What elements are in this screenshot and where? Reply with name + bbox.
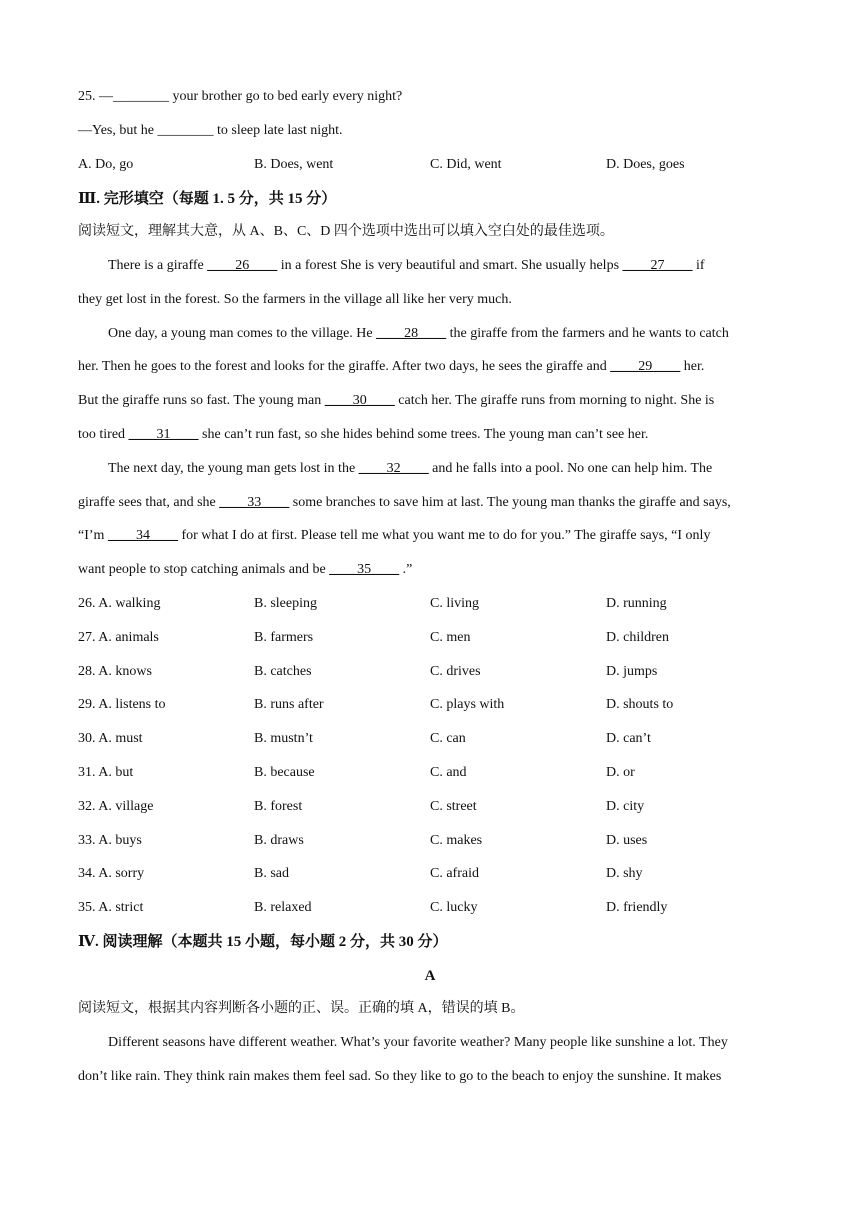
option-30-a: 30. A. must bbox=[78, 731, 143, 746]
option-28-c: C. drives bbox=[430, 664, 481, 679]
option-30-b: B. mustn’t bbox=[254, 731, 313, 746]
passage-line bbox=[108, 460, 712, 478]
section4-instruction: 阅读短文，根据其内容判断各小题的正、误。正确的填 A，错误的填 B。 bbox=[78, 1001, 525, 1016]
section3-instruction: 阅读短文，理解其大意，从 A、B、C、D 四个选项中选出可以填入空白处的最佳选项。 bbox=[78, 224, 614, 239]
option-35-b: B. relaxed bbox=[254, 900, 312, 915]
section3-heading: Ⅲ. 完形填空（每题 1. 5 分，共 15 分） bbox=[78, 191, 337, 207]
option-31-d: D. or bbox=[606, 765, 635, 780]
option-26-b: B. sleeping bbox=[254, 596, 317, 611]
option-30-d: D. can’t bbox=[606, 731, 651, 746]
option-29-b: B. runs after bbox=[254, 697, 324, 712]
passage-text: in a forest She is very beautiful and smart. She usually helps bbox=[277, 258, 623, 273]
option-34-c: C. afraid bbox=[430, 866, 479, 881]
passage-line bbox=[108, 325, 729, 343]
option-34-a: 34. A. sorry bbox=[78, 866, 145, 881]
option-26-a: 26. A. walking bbox=[78, 596, 161, 611]
q25-option-d: D. Does, goes bbox=[606, 157, 685, 172]
blank-26: ____26____ bbox=[207, 258, 278, 273]
passage-text: .” bbox=[399, 562, 413, 577]
option-27-c: C. men bbox=[430, 630, 471, 645]
passage-text: and he falls into a pool. No one can help him. The bbox=[428, 461, 713, 476]
option-34-b: B. sad bbox=[254, 866, 289, 881]
passage-text: There is a giraffe bbox=[108, 258, 208, 273]
option-28-a: 28. A. knows bbox=[78, 664, 152, 679]
option-27-b: B. farmers bbox=[254, 630, 314, 645]
option-31-b: B. because bbox=[254, 765, 315, 780]
option-32-a: 32. A. village bbox=[78, 799, 154, 814]
passage-line bbox=[78, 291, 512, 309]
option-33-d: D. uses bbox=[606, 833, 648, 848]
q25-option-a: A. Do, go bbox=[78, 157, 134, 172]
passage-text: want people to stop catching animals and be bbox=[78, 562, 330, 577]
blank-30: ____30____ bbox=[324, 393, 395, 408]
option-33-a: 33. A. buys bbox=[78, 833, 142, 848]
option-26-d: D. running bbox=[606, 596, 667, 611]
option-26-c: C. living bbox=[430, 596, 480, 611]
blank-29: ____29____ bbox=[610, 359, 681, 374]
passage-text: giraffe sees that, and she bbox=[78, 495, 220, 510]
option-29-a: 29. A. listens to bbox=[78, 697, 166, 712]
section4-part-label: A bbox=[424, 968, 436, 984]
option-30-c: C. can bbox=[430, 731, 466, 746]
blank-35: ____35____ bbox=[329, 562, 400, 577]
passage-text: catch her. The giraffe runs from morning to night. She is bbox=[394, 393, 715, 408]
passage-text: some branches to save him at last. The young man thanks the giraffe and says, bbox=[289, 495, 731, 510]
q25-option-c: C. Did, went bbox=[430, 157, 502, 172]
passage-text: her. bbox=[680, 359, 705, 374]
reading-passage-line: don’t like rain. They think rain makes them feel sad. So they like to go to the beach to enjoy the sunshine. It makes bbox=[78, 1069, 722, 1084]
option-31-c: C. and bbox=[430, 765, 467, 780]
passage-text: too tired bbox=[78, 427, 129, 442]
option-27-a: 27. A. animals bbox=[78, 630, 159, 645]
passage-text: her. Then he goes to the forest and looks for the giraffe. After two days, he sees the giraffe and bbox=[78, 359, 611, 374]
q25-option-b: B. Does, went bbox=[254, 157, 334, 172]
section4-heading: Ⅳ. 阅读理解（本题共 15 小题，每小题 2 分，共 30 分） bbox=[78, 934, 448, 950]
passage-text: The next day, the young man gets lost in the bbox=[108, 461, 359, 476]
blank-34: ____34____ bbox=[107, 528, 178, 543]
passage-line bbox=[78, 527, 710, 545]
passage-line bbox=[78, 494, 731, 512]
passage-text: for what I do at first. Please tell me what you want me to do for you.” The giraffe says, “I only bbox=[177, 528, 711, 543]
passage-line bbox=[78, 561, 412, 579]
passage-line bbox=[78, 358, 704, 376]
option-33-b: B. draws bbox=[254, 833, 304, 848]
option-32-d: D. city bbox=[606, 799, 645, 814]
passage-line bbox=[108, 257, 705, 275]
passage-text: “I’m bbox=[78, 528, 108, 543]
option-29-c: C. plays with bbox=[430, 697, 505, 712]
blank-31: ____31____ bbox=[128, 427, 199, 442]
q25-line1: 25. —________ your brother go to bed early every night? bbox=[78, 89, 403, 104]
blank-32: ____32____ bbox=[358, 461, 429, 476]
passage-text: they get lost in the forest. So the farmers in the village all like her very much. bbox=[78, 292, 512, 307]
blank-33: ____33____ bbox=[219, 495, 290, 510]
passage-text: One day, a young man comes to the village. He bbox=[108, 326, 377, 341]
option-27-d: D. children bbox=[606, 630, 669, 645]
option-32-b: B. forest bbox=[254, 799, 303, 814]
option-32-c: C. street bbox=[430, 799, 477, 814]
passage-line bbox=[78, 426, 648, 444]
option-31-a: 31. A. but bbox=[78, 765, 134, 780]
passage-text: if bbox=[692, 258, 705, 273]
passage-text: the giraffe from the farmers and he wants to catch bbox=[446, 326, 729, 341]
passage-line bbox=[78, 392, 714, 410]
reading-passage-line: Different seasons have different weather. What’s your favorite weather? Many people like sunshine a lot. They bbox=[108, 1035, 728, 1050]
option-34-d: D. shy bbox=[606, 866, 643, 881]
passage-text: But the giraffe runs so fast. The young man bbox=[78, 393, 325, 408]
q25-line2: —Yes, but he ________ to sleep late last night. bbox=[78, 123, 343, 138]
blank-27: ____27____ bbox=[622, 258, 693, 273]
blank-28: ____28____ bbox=[376, 326, 447, 341]
option-35-a: 35. A. strict bbox=[78, 900, 144, 915]
option-28-d: D. jumps bbox=[606, 664, 658, 679]
option-35-d: D. friendly bbox=[606, 900, 668, 915]
option-33-c: C. makes bbox=[430, 833, 483, 848]
passage-text: she can’t run fast, so she hides behind some trees. The young man can’t see her. bbox=[198, 427, 649, 442]
option-29-d: D. shouts to bbox=[606, 697, 674, 712]
option-35-c: C. lucky bbox=[430, 900, 478, 915]
option-28-b: B. catches bbox=[254, 664, 312, 679]
